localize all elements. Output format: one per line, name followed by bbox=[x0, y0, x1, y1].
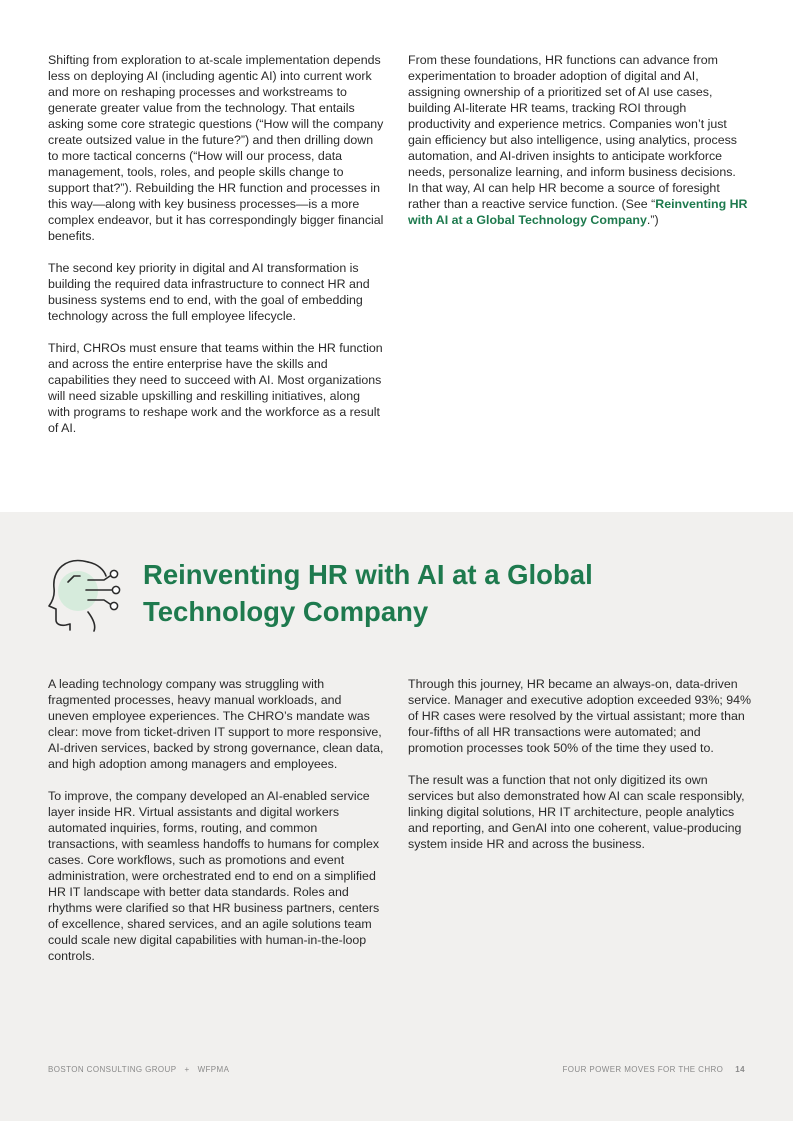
footer-partner: WFPMA bbox=[197, 1065, 230, 1074]
intro-right-column bbox=[408, 52, 748, 244]
case-paragraph-4: The result was a function that not only digitized its own services but also demonstrated how AI can scale responsibly, linking digital solutions, HR IT architecture, people analytics and reporting, and GenAI into one coherent, value-producing system inside HR and across the business. bbox=[408, 773, 745, 851]
intro-paragraph-4 bbox=[408, 52, 748, 228]
case-study-section bbox=[0, 512, 793, 1121]
footer-left bbox=[48, 1065, 229, 1074]
intro-paragraph-1: Shifting from exploration to at-scale implementation depends less on deploying AI (including agentic AI) into current work and more on reshaping processes and workstreams to generate greater value from the technology. That entails asking some core strategic questions (“How will the company create outsized value in the future?”) and then drilling down to more tactical concerns (“How will our process, data management, tools, roles, and people skills change to support that?”). Rebuilding the HR function and processes in this way—along with key business processes—is a more complex endeavor, but it has correspondingly bigger financial benefits. bbox=[48, 53, 384, 243]
case-paragraph-1: A leading technology company was struggling with fragmented processes, heavy manual workloads, and uneven employee experiences. The CHRO’s mandate was clear: move from ticket-driven IT support to more responsive, AI-driven services, backed by strong governance, clean data, and high adoption among managers and employees. bbox=[48, 677, 384, 771]
case-left-column bbox=[48, 676, 384, 980]
case-study-title: Reinventing HR with AI at a Global Technology Company bbox=[143, 559, 593, 627]
ai-head-circuit-icon bbox=[48, 554, 122, 632]
intro-paragraph-2: The second key priority in digital and AI transformation is building the required data infrastructure to connect HR and business systems end to end, with the goal of embedding technology across the full employee lifecycle. bbox=[48, 261, 370, 323]
case-study-link[interactable]: Reinventing HR with AI at a Global Technology Company bbox=[408, 197, 748, 227]
intro-paragraph-4-text: From these foundations, HR functions can advance from experimentation to broader adoption of digital and AI, assigning ownership of a prioritized set of AI use cases, building AI-literate HR teams, tracking ROI through productivity and experience metrics. Companies won’t just gain efficiency but also intelligence, using analytics, process automation, and AI-driven insights to anticipate workforce needs, personalize learning, and inform business decisions. In that way, AI can help HR become a source of foresight rather than a reactive service function. (See “ bbox=[408, 53, 737, 211]
footer-report-title: FOUR POWER MOVES FOR THE CHRO bbox=[562, 1065, 724, 1074]
case-right-column bbox=[408, 676, 753, 868]
intro-left-column bbox=[48, 52, 384, 452]
footer-separator: + bbox=[184, 1065, 190, 1074]
page-footer bbox=[0, 1065, 793, 1079]
page-number: 14 bbox=[735, 1065, 745, 1074]
case-paragraph-3: Through this journey, HR became an always-on, data-driven service. Manager and executive adoption exceeded 93%; 94% of HR cases were resolved by the virtual assistant; more than four-fifths of all HR transactions were automated; and promotion processes took 50% of the time they used to. bbox=[408, 677, 752, 755]
intro-paragraph-4-end: .”) bbox=[646, 213, 659, 227]
footer-org: BOSTON CONSULTING GROUP bbox=[48, 1065, 177, 1074]
case-paragraph-2: To improve, the company developed an AI-enabled service layer inside HR. Virtual assistants and digital workers automated inquiries, forms, routing, and common transactions, with seamless handoffs to humans for complex cases. Core workflows, such as promotions and event administration, were orchestrated end to end on a simplified HR IT landscape with better data standards. Roles and rhythms were clarified so that HR business partners, centers of excellence, shared services, and an agile solutions team could scale new digital capabilities with human-in-the-loop controls. bbox=[48, 789, 380, 963]
intro-section bbox=[0, 0, 793, 512]
footer-right bbox=[563, 1065, 746, 1074]
intro-paragraph-3: Third, CHROs must ensure that teams within the HR function and across the entire enterprise have the skills and capabilities they need to succeed with AI. Most organizations will need sizable upskilling and reskilling initiatives, along with programs to reshape work and the workforce as a result of AI. bbox=[48, 341, 383, 435]
